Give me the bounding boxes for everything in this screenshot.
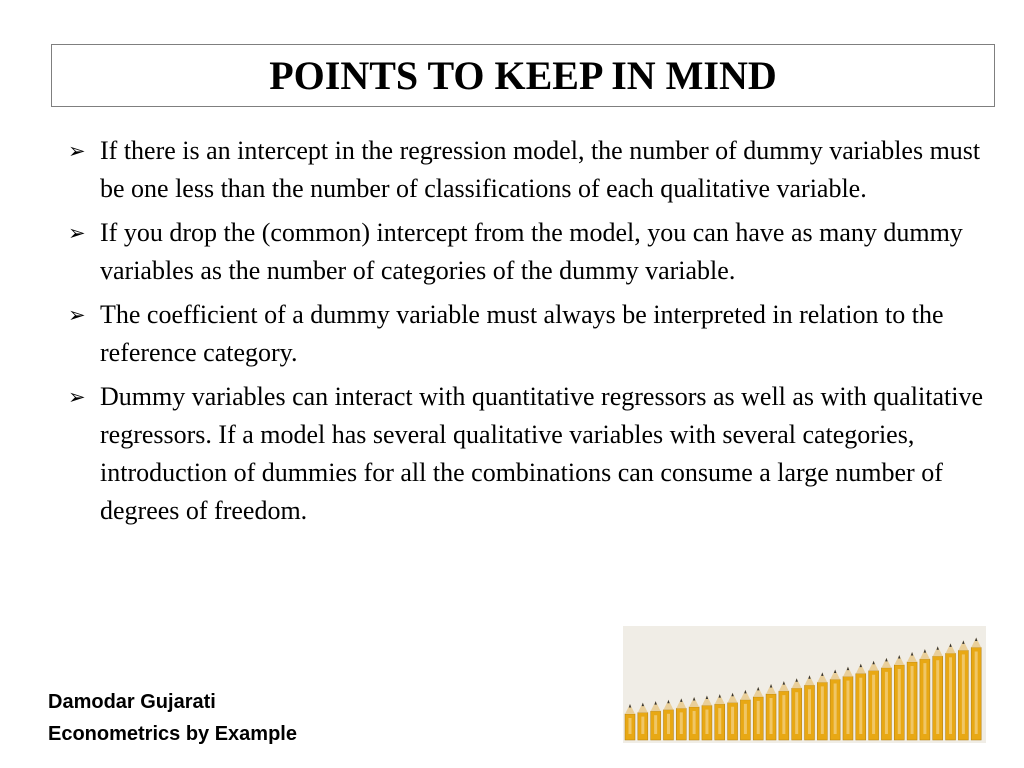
bullet-list xyxy=(68,132,988,536)
list-item-text: Dummy variables can interact with quantitative regressors as well as with qualitative regressors. If a model has several qualitative variables with several categories, introduction of dummies for all the combinations can consume a large number of degrees of freedom. xyxy=(100,382,984,525)
pencil-icon xyxy=(933,646,943,740)
list-item-text: If there is an intercept in the regression model, the number of dummy variables must be one less than the number of classifications of each qualitative variable. xyxy=(100,136,981,203)
list-item xyxy=(68,214,988,290)
arrow-bullet-icon: ➢ xyxy=(68,385,86,409)
pencil-icon xyxy=(728,693,738,740)
list-item-text: If you drop the (common) intercept from the model, you can have as many dummy variables as the number of categories of the dummy variable. xyxy=(100,218,963,285)
pencil-icon xyxy=(715,694,725,740)
list-item xyxy=(68,296,988,372)
pencil-icon xyxy=(946,643,956,740)
arrow-bullet-icon: ➢ xyxy=(68,221,86,245)
pencil-icon xyxy=(971,638,981,741)
pencil-icon xyxy=(740,690,750,740)
list-item xyxy=(68,378,988,530)
pencil-icon xyxy=(676,698,686,740)
pencil-icon xyxy=(830,669,840,740)
pencil-icon xyxy=(766,684,776,740)
pencil-icon xyxy=(792,678,802,740)
footer-book-title: Econometrics by Example xyxy=(48,723,297,745)
pencil-icon xyxy=(689,697,699,740)
footer-author: Damodar Gujarati xyxy=(48,691,216,713)
pencil-icon xyxy=(779,681,789,740)
pencil-icon xyxy=(881,658,891,740)
pencil-icon xyxy=(702,696,712,740)
page-title: POINTS TO KEEP IN MIND xyxy=(269,53,777,98)
pencil-icon xyxy=(638,703,648,740)
list-item xyxy=(68,132,988,208)
pencil-icon xyxy=(625,704,635,740)
pencil-icon xyxy=(663,700,673,740)
pencil-icon xyxy=(869,661,879,740)
footer-credit xyxy=(48,686,297,750)
pencils-illustration xyxy=(623,626,986,743)
pencil-icon xyxy=(920,649,930,740)
pencil-icon xyxy=(894,655,904,740)
pencil-icon xyxy=(907,652,917,740)
title-box xyxy=(51,44,995,107)
pencil-icon xyxy=(843,667,853,740)
pencil-icon xyxy=(805,675,815,740)
pencil-icon xyxy=(651,701,661,740)
list-item-text: The coefficient of a dummy variable must always be interpreted in relation to the reference category. xyxy=(100,300,944,367)
pencil-icon xyxy=(958,640,968,740)
arrow-bullet-icon: ➢ xyxy=(68,303,86,327)
pencils-growth-image xyxy=(623,626,986,743)
pencil-icon xyxy=(753,687,763,740)
pencil-icon xyxy=(817,672,827,740)
pencil-icon xyxy=(856,664,866,740)
arrow-bullet-icon: ➢ xyxy=(68,139,86,163)
